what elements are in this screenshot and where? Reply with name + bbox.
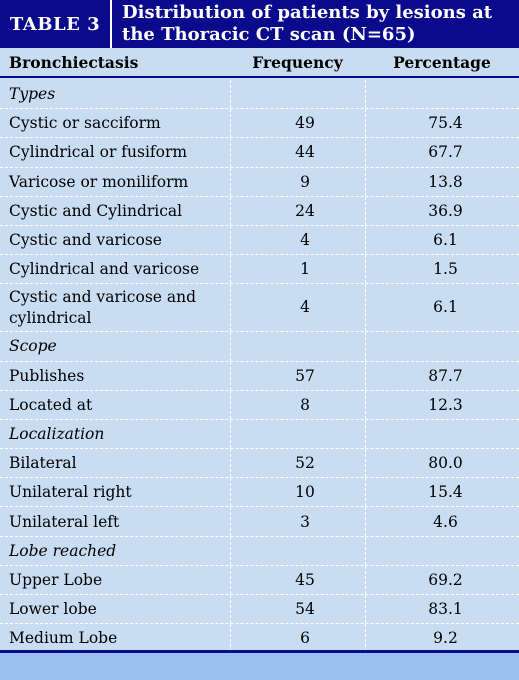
percentage-cell (365, 80, 519, 108)
table-row (0, 255, 519, 284)
frequency-cell (230, 478, 365, 506)
row-label: Upper Lobe (9, 570, 103, 589)
table-title (112, 0, 519, 48)
frequency-cell (230, 449, 365, 477)
column-header-frequency: Frequency (252, 52, 343, 72)
frequency-cell (230, 255, 365, 283)
percentage-cell (365, 255, 519, 283)
percentage-value: 12.3 (428, 395, 463, 414)
row-label: Medium Lobe (9, 629, 118, 648)
percentage-cell (365, 284, 519, 331)
percentage-value: 69.2 (428, 570, 463, 589)
section-label: Localization (9, 424, 105, 443)
percentage-cell (365, 449, 519, 477)
frequency-value: 6 (300, 629, 310, 648)
table-row (0, 507, 519, 536)
frequency-value: 45 (295, 570, 315, 589)
frequency-cell (230, 624, 365, 652)
column-header-bronchiectasis: Bronchiectasis (9, 52, 139, 72)
percentage-value: 15.4 (428, 483, 463, 502)
row-label: Cylindrical and varicose (9, 260, 200, 279)
percentage-value: 13.8 (428, 172, 463, 191)
frequency-value: 10 (295, 483, 315, 502)
table-row (0, 284, 519, 332)
percentage-value: 80.0 (428, 454, 463, 473)
frequency-cell (230, 226, 365, 254)
row-label: Varicose or moniliform (9, 172, 189, 191)
table-header (0, 0, 519, 48)
frequency-cell (230, 168, 365, 196)
table-row (0, 449, 519, 478)
table-title-line-2: the Thoracic CT scan (N=65) (122, 24, 416, 45)
percentage-cell (365, 537, 519, 565)
percentage-value: 6.1 (433, 231, 458, 250)
section-header-row (0, 537, 519, 566)
table-number: TABLE 3 (0, 0, 112, 48)
table-row (0, 197, 519, 226)
frequency-cell (230, 109, 365, 137)
frequency-cell (230, 80, 365, 108)
frequency-value: 24 (295, 201, 315, 220)
row-label-line-2: cylindrical (9, 308, 92, 327)
percentage-cell (365, 362, 519, 390)
row-label: Cystic or sacciform (9, 114, 161, 133)
percentage-cell (365, 138, 519, 166)
percentage-cell (365, 478, 519, 506)
section-label: Scope (9, 337, 57, 356)
row-label: Cylindrical or fusiform (9, 143, 188, 162)
frequency-cell (230, 332, 365, 360)
frequency-cell (230, 391, 365, 419)
percentage-value: 67.7 (428, 143, 463, 162)
row-label: Unilateral right (9, 483, 132, 502)
percentage-cell (365, 197, 519, 225)
frequency-value: 1 (300, 260, 310, 279)
frequency-cell (230, 362, 365, 390)
frequency-value: 4 (300, 298, 310, 317)
section-header-row (0, 332, 519, 361)
frequency-value: 4 (300, 231, 310, 250)
percentage-value: 36.9 (428, 201, 463, 220)
frequency-cell (230, 566, 365, 594)
row-label-line-1: Cystic and varicose and (9, 287, 197, 306)
row-label: Lower lobe (9, 600, 97, 619)
percentage-value: 1.5 (433, 260, 458, 279)
table-row (0, 478, 519, 507)
row-label: Cystic and Cylindrical (9, 201, 183, 220)
column-header-percentage: Percentage (393, 52, 491, 72)
percentage-value: 6.1 (433, 298, 458, 317)
section-header-row (0, 420, 519, 449)
frequency-value: 3 (300, 512, 310, 531)
percentage-cell (365, 109, 519, 137)
section-label: Lobe reached (9, 541, 117, 560)
frequency-cell (230, 507, 365, 535)
frequency-value: 54 (295, 600, 315, 619)
section-header-row (0, 80, 519, 109)
table-row (0, 624, 519, 653)
frequency-cell (230, 284, 365, 331)
frequency-cell (230, 595, 365, 623)
percentage-cell (365, 168, 519, 196)
table-row (0, 566, 519, 595)
row-label: Located at (9, 395, 93, 414)
percentage-value: 87.7 (428, 366, 463, 385)
table-row (0, 109, 519, 138)
percentage-cell (365, 391, 519, 419)
frequency-value: 9 (300, 172, 310, 191)
percentage-cell (365, 420, 519, 448)
table-footer-bar (0, 650, 519, 680)
percentage-cell (365, 226, 519, 254)
section-label: Types (9, 85, 56, 104)
table-row (0, 391, 519, 420)
table-title-line-1: Distribution of patients by lesions at (122, 2, 493, 23)
table-row (0, 168, 519, 197)
percentage-cell (365, 624, 519, 652)
table-row (0, 138, 519, 167)
table-row (0, 595, 519, 624)
row-label (0, 284, 230, 331)
percentage-value: 75.4 (428, 114, 463, 133)
frequency-value: 52 (295, 454, 315, 473)
percentage-cell (365, 595, 519, 623)
percentage-value: 4.6 (433, 512, 458, 531)
table-body (0, 80, 519, 653)
frequency-cell (230, 197, 365, 225)
percentage-value: 9.2 (433, 629, 458, 648)
table-row (0, 226, 519, 255)
percentage-cell (365, 566, 519, 594)
row-label: Bilateral (9, 454, 77, 473)
frequency-cell (230, 138, 365, 166)
percentage-value: 83.1 (428, 600, 463, 619)
frequency-value: 57 (295, 366, 315, 385)
frequency-cell (230, 537, 365, 565)
row-label: Unilateral left (9, 512, 120, 531)
row-label: Publishes (9, 366, 85, 385)
frequency-value: 8 (300, 395, 310, 414)
row-label: Cystic and varicose (9, 231, 162, 250)
frequency-cell (230, 420, 365, 448)
frequency-value: 44 (295, 143, 315, 162)
column-header-row (0, 48, 519, 78)
table-row (0, 362, 519, 391)
frequency-value: 49 (295, 114, 315, 133)
percentage-cell (365, 332, 519, 360)
percentage-cell (365, 507, 519, 535)
